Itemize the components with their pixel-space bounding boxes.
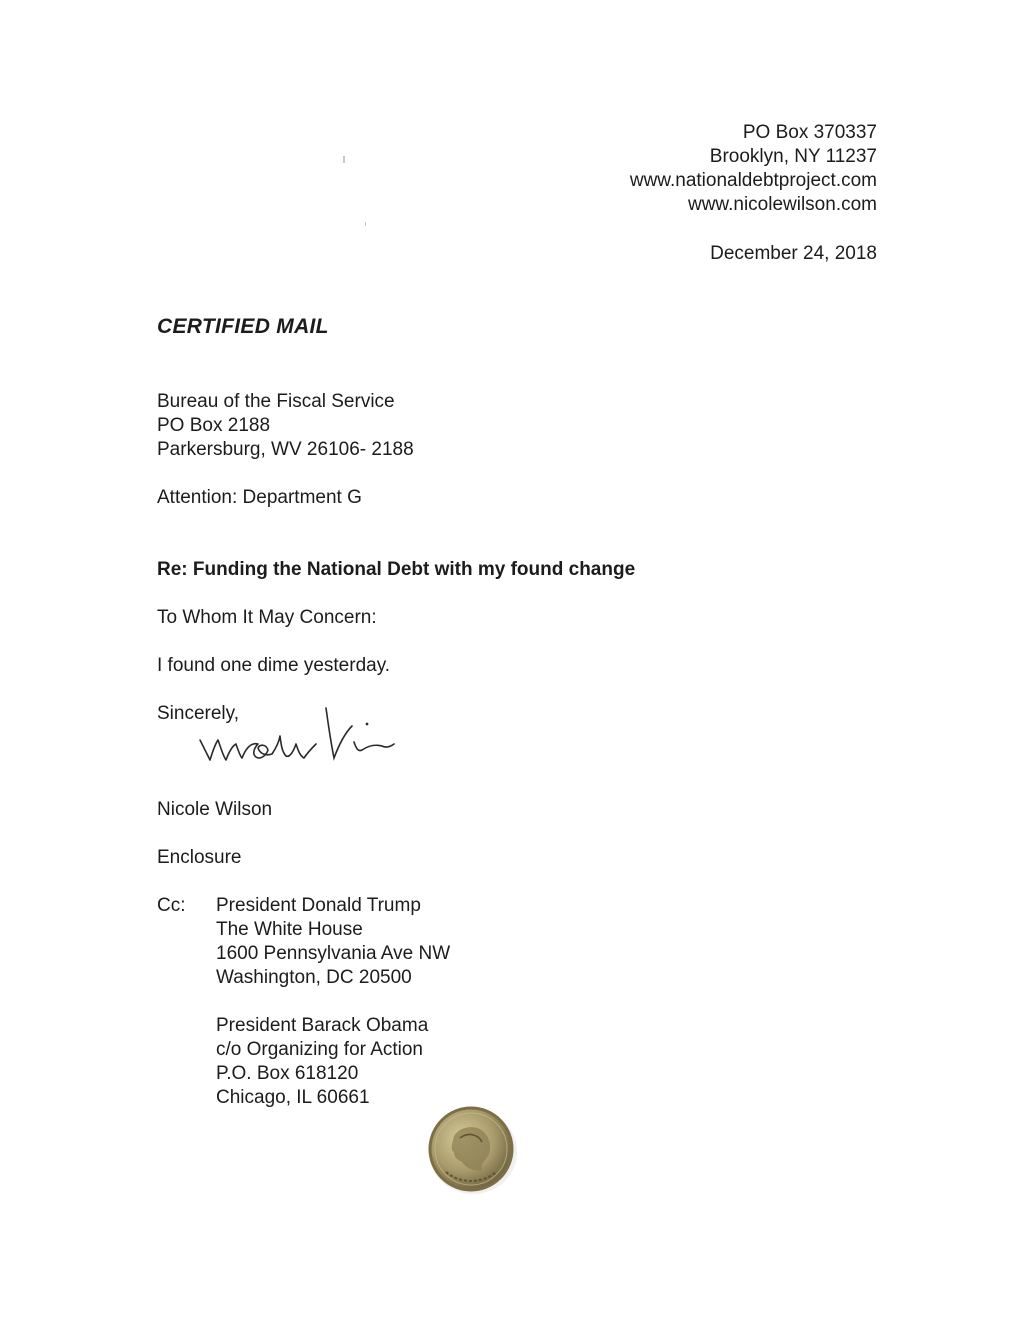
scan-speck [365, 222, 366, 226]
cc-recipient-name: President Barack Obama [216, 1015, 429, 1036]
cc-recipient-block [216, 894, 450, 990]
cc-recipient-city-line: Washington, DC 20500 [216, 967, 412, 988]
cc-recipient-address-line: The White House [216, 919, 363, 940]
sender-city-line: Brooklyn, NY 11237 [709, 146, 877, 167]
sender-address-block [630, 121, 877, 217]
letter-body: I found one dime yesterday. [157, 655, 391, 676]
cc-recipient-name: President Donald Trump [216, 895, 421, 916]
recipient-address-block [157, 390, 414, 462]
cc-recipient-address-line: P.O. Box 618120 [216, 1063, 359, 1084]
recipient-name: Bureau of the Fiscal Service [157, 391, 395, 412]
enclosure-note: Enclosure [157, 847, 242, 868]
cc-recipient-address-line: 1600 Pennsylvania Ave NW [216, 943, 451, 964]
sender-website: www.nicolewilson.com [687, 194, 877, 215]
handwritten-signature [196, 702, 406, 772]
signer-name: Nicole Wilson [157, 799, 273, 820]
scan-speck [343, 156, 345, 163]
attention-line: Attention: Department G [157, 487, 362, 508]
cc-label: Cc: [157, 895, 186, 916]
letter-date: December 24, 2018 [710, 243, 877, 264]
closing: Sincerely, [157, 703, 240, 724]
subject-line: Re: Funding the National Debt with my found change [157, 559, 636, 580]
mail-type-heading: CERTIFIED MAIL [157, 315, 329, 338]
cc-recipient-address-line: c/o Organizing for Action [216, 1039, 423, 1060]
salutation: To Whom It May Concern: [157, 607, 377, 628]
sender-address-line: PO Box 370337 [742, 122, 877, 143]
cc-recipient-block [216, 1014, 428, 1110]
recipient-city-line: Parkersburg, WV 26106- 2188 [157, 439, 414, 460]
dime-coin-image [424, 1102, 518, 1196]
recipient-address-line: PO Box 2188 [157, 415, 271, 436]
sender-website: www.nationaldebtproject.com [629, 170, 877, 191]
cc-recipient-city-line: Chicago, IL 60661 [216, 1087, 370, 1108]
